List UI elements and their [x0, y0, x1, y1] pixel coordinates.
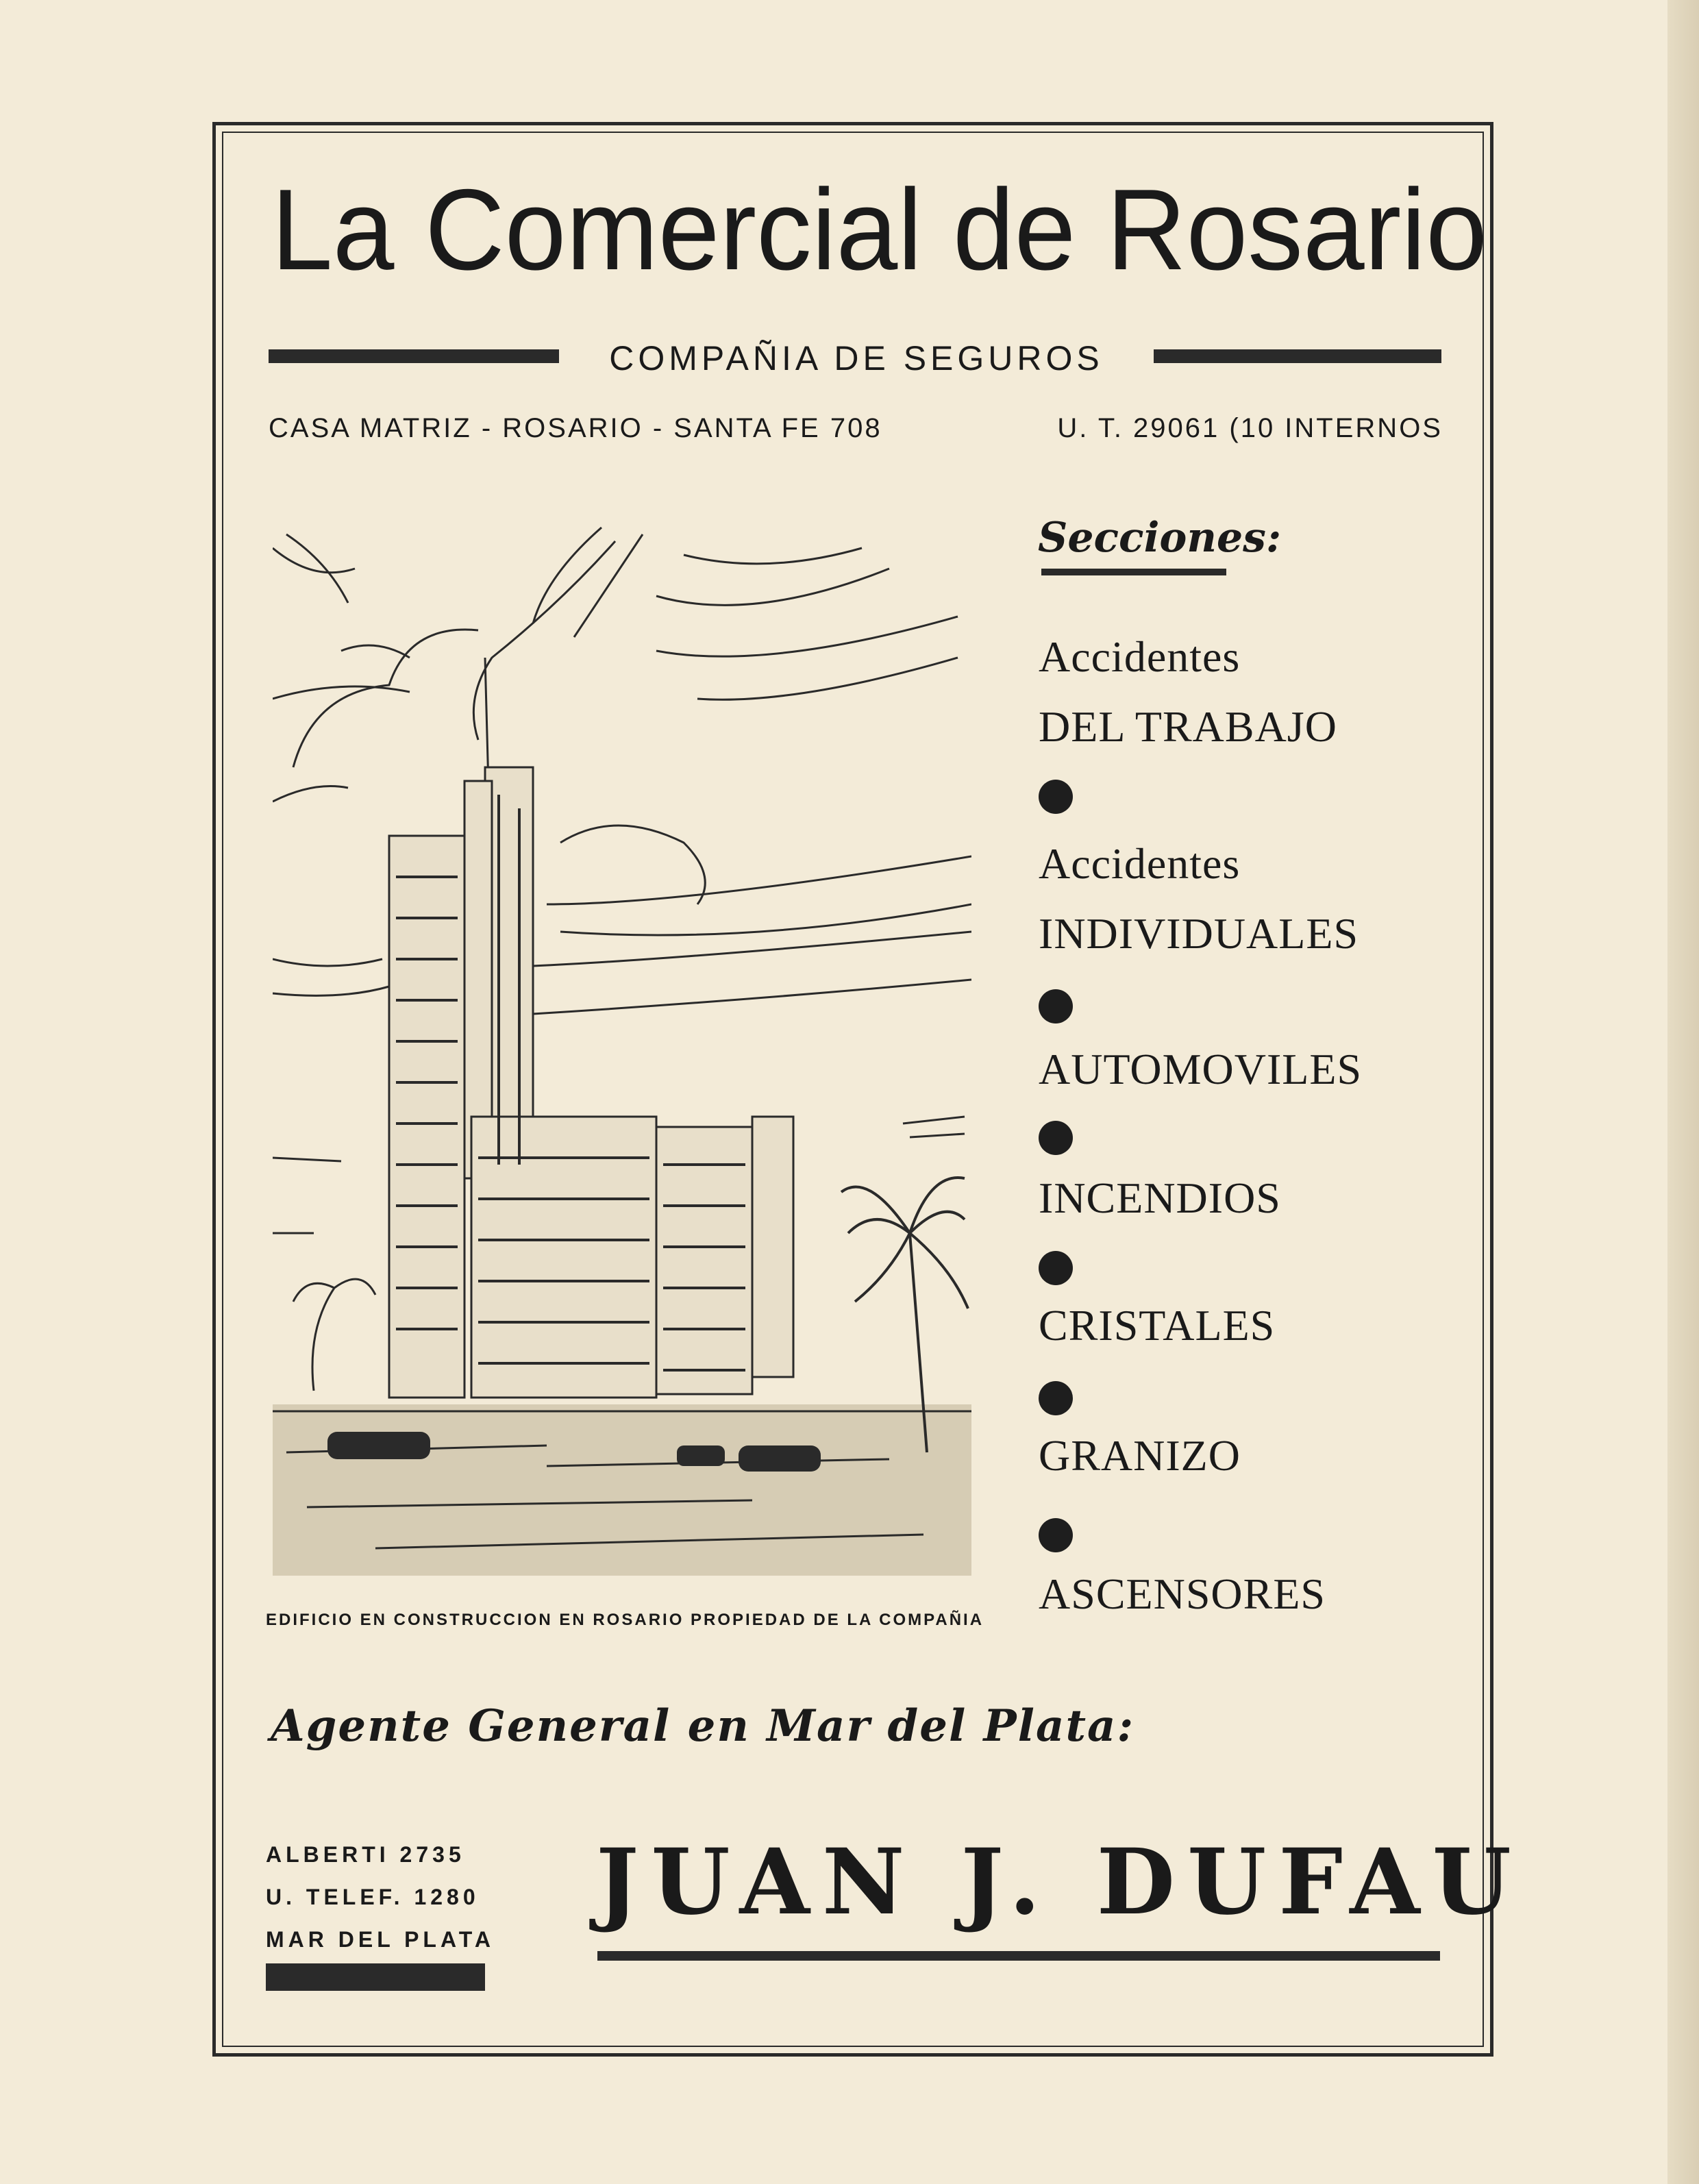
- head-office-phone: U. T. 29061 (10 INTERNOS: [1057, 413, 1443, 443]
- section-line: INDIVIDUALES: [1039, 909, 1359, 958]
- building-illustration: [273, 521, 971, 1576]
- section-line: INCENDIOS: [1039, 1174, 1281, 1222]
- bullet-dot: [1039, 1381, 1073, 1415]
- bullet-dot: [1039, 1121, 1073, 1155]
- company-name: La Comercial de Rosario: [271, 165, 1487, 294]
- section-line: Accidentes: [1039, 839, 1241, 888]
- bullet-dot: [1039, 989, 1073, 1023]
- sections-title: Secciones:: [1038, 514, 1282, 562]
- agent-address: ALBERTI 2735: [266, 1842, 465, 1867]
- bullet-dot: [1039, 780, 1073, 814]
- subtitle-rule-left: [269, 349, 559, 363]
- section-line: ASCENSORES: [1039, 1569, 1326, 1618]
- section-line: GRANIZO: [1039, 1431, 1241, 1480]
- agent-city: MAR DEL PLATA: [266, 1927, 495, 1952]
- section-line: AUTOMOVILES: [1039, 1045, 1363, 1093]
- sections-title-underline: [1041, 569, 1226, 575]
- agent-phone: U. TELEF. 1280: [266, 1885, 480, 1909]
- agent-name-underline: [597, 1951, 1440, 1961]
- image-caption: EDIFICIO EN CONSTRUCCION EN ROSARIO PROPIEDAD DE LA COMPAÑIA: [266, 1611, 984, 1629]
- agent-name: JUAN J. DUFAU: [596, 1829, 1524, 1935]
- subtitle-rule-right: [1154, 349, 1441, 363]
- section-line: Accidentes: [1039, 632, 1241, 681]
- contact-rule: [266, 1963, 485, 1991]
- agent-heading: Agente General en Mar del Plata:: [271, 1700, 1135, 1752]
- section-line: DEL TRABAJO: [1039, 702, 1337, 751]
- section-line: CRISTALES: [1039, 1301, 1276, 1350]
- company-type: COMPAÑIA DE SEGUROS: [609, 339, 1104, 377]
- bullet-dot: [1039, 1251, 1073, 1285]
- bullet-dot: [1039, 1518, 1073, 1552]
- head-office-address: CASA MATRIZ - ROSARIO - SANTA FE 708: [269, 413, 882, 443]
- page-edge: [1667, 0, 1699, 2184]
